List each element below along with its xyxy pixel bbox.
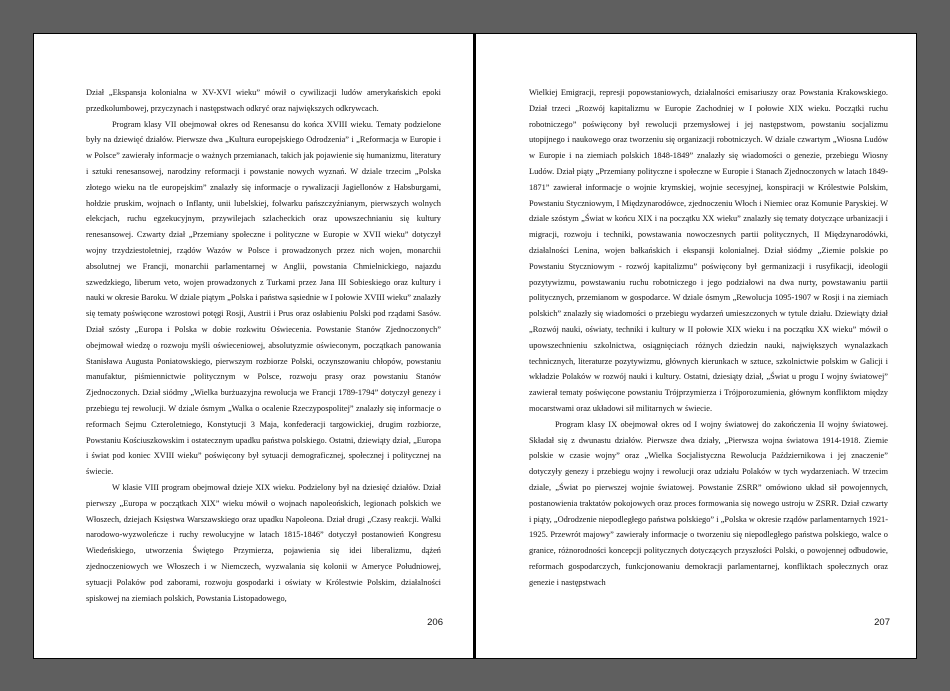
paragraph: Program klasy IX obejmował okres od I wojny światowej do zakończenia II wojny światowej. Składał się z dwunastu działów. Pierwsze dwa działy, „Pierwsza wojna światowa 1914-1918. Ziemie polskie w czasie wojny” oraz „Wielka Socjalistyczna Rewolucja Październikowa i jej znaczenie” dotyczyły genezy i przebiegu wojny i rewolucji oraz udziału Polaków w tych wydarzeniach. W trzecim dziale, „Świat po pierwszej wojnie światowej. Powstanie ZSRR” omówiono układ sił powojennych, postanowienia traktatów pokojowych oraz proces formowania się nowego ustroju w ZSRR. Dział czwarty i piąty, „Odrodzenie niepodległego państwa polskiego” i „Polska w okresie rządów parlamentarnych 1921-1925. Przewrót majowy” zawierały informacje o tworzeniu się niepodległego państwa polskiego, walce o granice, różnorodności koncepcji politycznych dotyczących przyszłości Polski, o powojennej odbudowie, reformach gospodarczych, funkcjonowaniu demokracji parlamentarnej, konfliktach społecznych oraz genezie i następstwach <box>529 419 888 587</box>
paragraph: Dział „Ekspansja kolonialna w XV-XVI wieku” mówił o cywilizacji ludów amerykańskich epoki przedkolumbowej, przyczynach i następstwach odkryć oraz największych odkrywcach. <box>86 88 441 113</box>
left-page <box>34 34 473 658</box>
page-number: 207 <box>874 617 890 628</box>
right-page <box>476 34 916 658</box>
paragraph: Program klasy VII obejmował okres od Renesansu do końca XVIII wieku. Tematy podzielone były na dziewięć działów. Pierwsze dwa „Kultura europejskiego Odrodzenia” i „Reformacja w Europie i w Polsce” zawierały informacje o ważnych przemianach, takich jak pojawienie się humanizmu, literatury i sztuki renesansowej, narodziny reformacji i powstanie nowych wyznań. W dziale trzecim „Polska złotego wieku na tle europejskim” znalazły się informacje o rywalizacji Jagiellonów z Habsburgami, hołdzie pruskim, wojnach o Inflanty, unii lubelskiej, folwarku pańszczyźnianym, pierwszych wolnych elekcjach, ruchu egzekucyjnym, przywilejach szlacheckich oraz upowszechnianiu się kultury renesansowej. Czwarty dział „Przemiany społeczne i polityczne w Europie w XVII wieku” dotyczył wojny trzydziestoletniej, rządów Wazów w Polsce i prowadzonych przez nich wojen, monarchii absolutnej we Francji, monarchii parlamentarnej w Anglii, powstania Chmielnickiego, najazdu szwedzkiego, liberum veto, wojen prowadzonych z Turkami przez Jana III Sobieskiego oraz kultury i nauki w okresie Baroku. W dziale piątym „Polska i państwa sąsiednie w I połowie XVIII wieku” znalazły się tematy poświęcone wzrostowi potęgi Rosji, Austrii i Prus oraz osłabieniu Polski pod rządami Sasów. Dział szósty „Europa i Polska w dobie rozkwitu Oświecenia. Powstanie Stanów Zjednoczonych” obejmował wiedzę o rozwoju myśli oświeceniowej, absolutyzmie oświeconym, początkach panowania Stanisława Augusta Poniatowskiego, pierwszym rozbiorze Polski, oczynszowaniu chłopów, powstaniu manufaktur, piśmiennictwie politycznym w Polsce, rozwoju prasy oraz powstaniu Stanów Zjednoczonych. Dział siódmy „Wielka burżuazyjna rewolucja we Francji 1789-1794” dotyczył genezy i przebiegu tej rewolucji. W dziale ósmym „Walka o ocalenie Rzeczypospolitej” znalazły się informacje o reformach Sejmu Czteroletniego, Konstytucji 3 Maja, konfederacji targowickiej, drugim rozbiorze, Powstaniu Kościuszkowskim i ostatecznym upadku państwa polskiego. Ostatni, dziewiąty dział, „Europa i świat pod koniec XVIII wieku” poświęcony był sytuacji demograficznej, społecznej i politycznej na świecie. <box>86 119 441 477</box>
paragraph: Wielkiej Emigracji, represji popowstaniowych, działalności emisariuszy oraz Powstania Krakowskiego. Dział trzeci „Rozwój kapitalizmu w Europie Zachodniej w I połowie XIX wieku. Początki ruchu robotniczego” poświęcony był rewolucji przemysłowej i jej następstwom, powstaniu socjalizmu utopijnego i naukowego oraz tworzeniu się organizacji robotniczych. W dziale czwartym „Wiosna Ludów w Europie i na ziemiach polskich 1848-1849” znalazły się wiadomości o genezie, przebiegu Wiosny Ludów. Dział piąty „Przemiany polityczne i społeczne w Europie i Stanach Zjednoczonych w latach 1849-1871” zawierał informacje o wojnie krymskiej, wojnie secesyjnej, konspiracji w Królestwie Polskim, Powstaniu Styczniowym, I Międzynarodówce, zjednoczeniu Włoch i Niemiec oraz Komunie Paryskiej. W dziale szóstym „Świat w końcu XIX i na początku XX wieku” znalazły się tematy dotyczące urbanizacji i migracji, rozwoju i techniki, powstawania nowoczesnych partii politycznych, II Międzynarodówki, działalności Lenina, wojen bałkańskich i ekspansji kolonialnej. Dział siódmy „Ziemie polskie po Powstaniu Styczniowym - rozwój kapitalizmu” poświęcony był germanizacji i rusyfikacji, ideologii pozytywizmu, powstawaniu ruchu robotniczego i jego podziałowi na dwa nurty, powstawaniu partii politycznych, przemianom w gospodarce. W dziale ósmym „Rewolucja 1095-1907 w Rosji i na ziemiach polskich” znalazły się wiadomości o przebiegu wydarzeń umieszczonych w tytule działu. Dziewiąty dział „Rozwój nauki, oświaty, techniki i kultury w II połowie XIX wieku i na początku XX wieku” mówił o upowszechnieniu szkolnictwa, osiągnięciach różnych dziedzin nauki, największych wynalazkach technicznych, literaturze pozytywizmu, głównych kierunkach w sztuce, szkolnictwie polskim w Galicji i wkładzie Polaków w rozwój nauki i kultury. Ostatni, dziesiąty dział, „Świat u progu I wojny światowej” zawierał tematy poświęcone powstaniu Trójprzymierza i Trójporozumienia, głównym konfliktom między mocarstwami oraz układowi sił militarnych w świecie. <box>529 88 888 413</box>
book-spread <box>33 33 917 659</box>
paragraph: W klasie VIII program obejmował dzieje XIX wieku. Podzielony był na dziesięć działów. Dział pierwszy „Europa w początkach XIX” wieku mówił o wojnach napoleońskich, legionach polskich we Włoszech, dziejach Księstwa Warszawskiego oraz upadku Napoleona. Dział drugi „Czasy reakcji. Walki narodowo-wyzwoleńcze i ruchy rewolucyjne w latach 1815-1846” dotyczył postanowień Kongresu Wiedeńskiego, utworzenia Świętego Przymierza, pojawienia się idei liberalizmu, dążeń zjednoczeniowych we Włoszech i w Niemczech, wyzwalania się kolonii w Ameryce Południowej, sytuacji Polaków pod zaborami, rozwoju gospodarki i oświaty w Królestwie Polskim, działalności spiskowej na ziemiach polskich, Powstania Listopadowego, <box>86 482 441 603</box>
page-number: 206 <box>427 617 443 628</box>
